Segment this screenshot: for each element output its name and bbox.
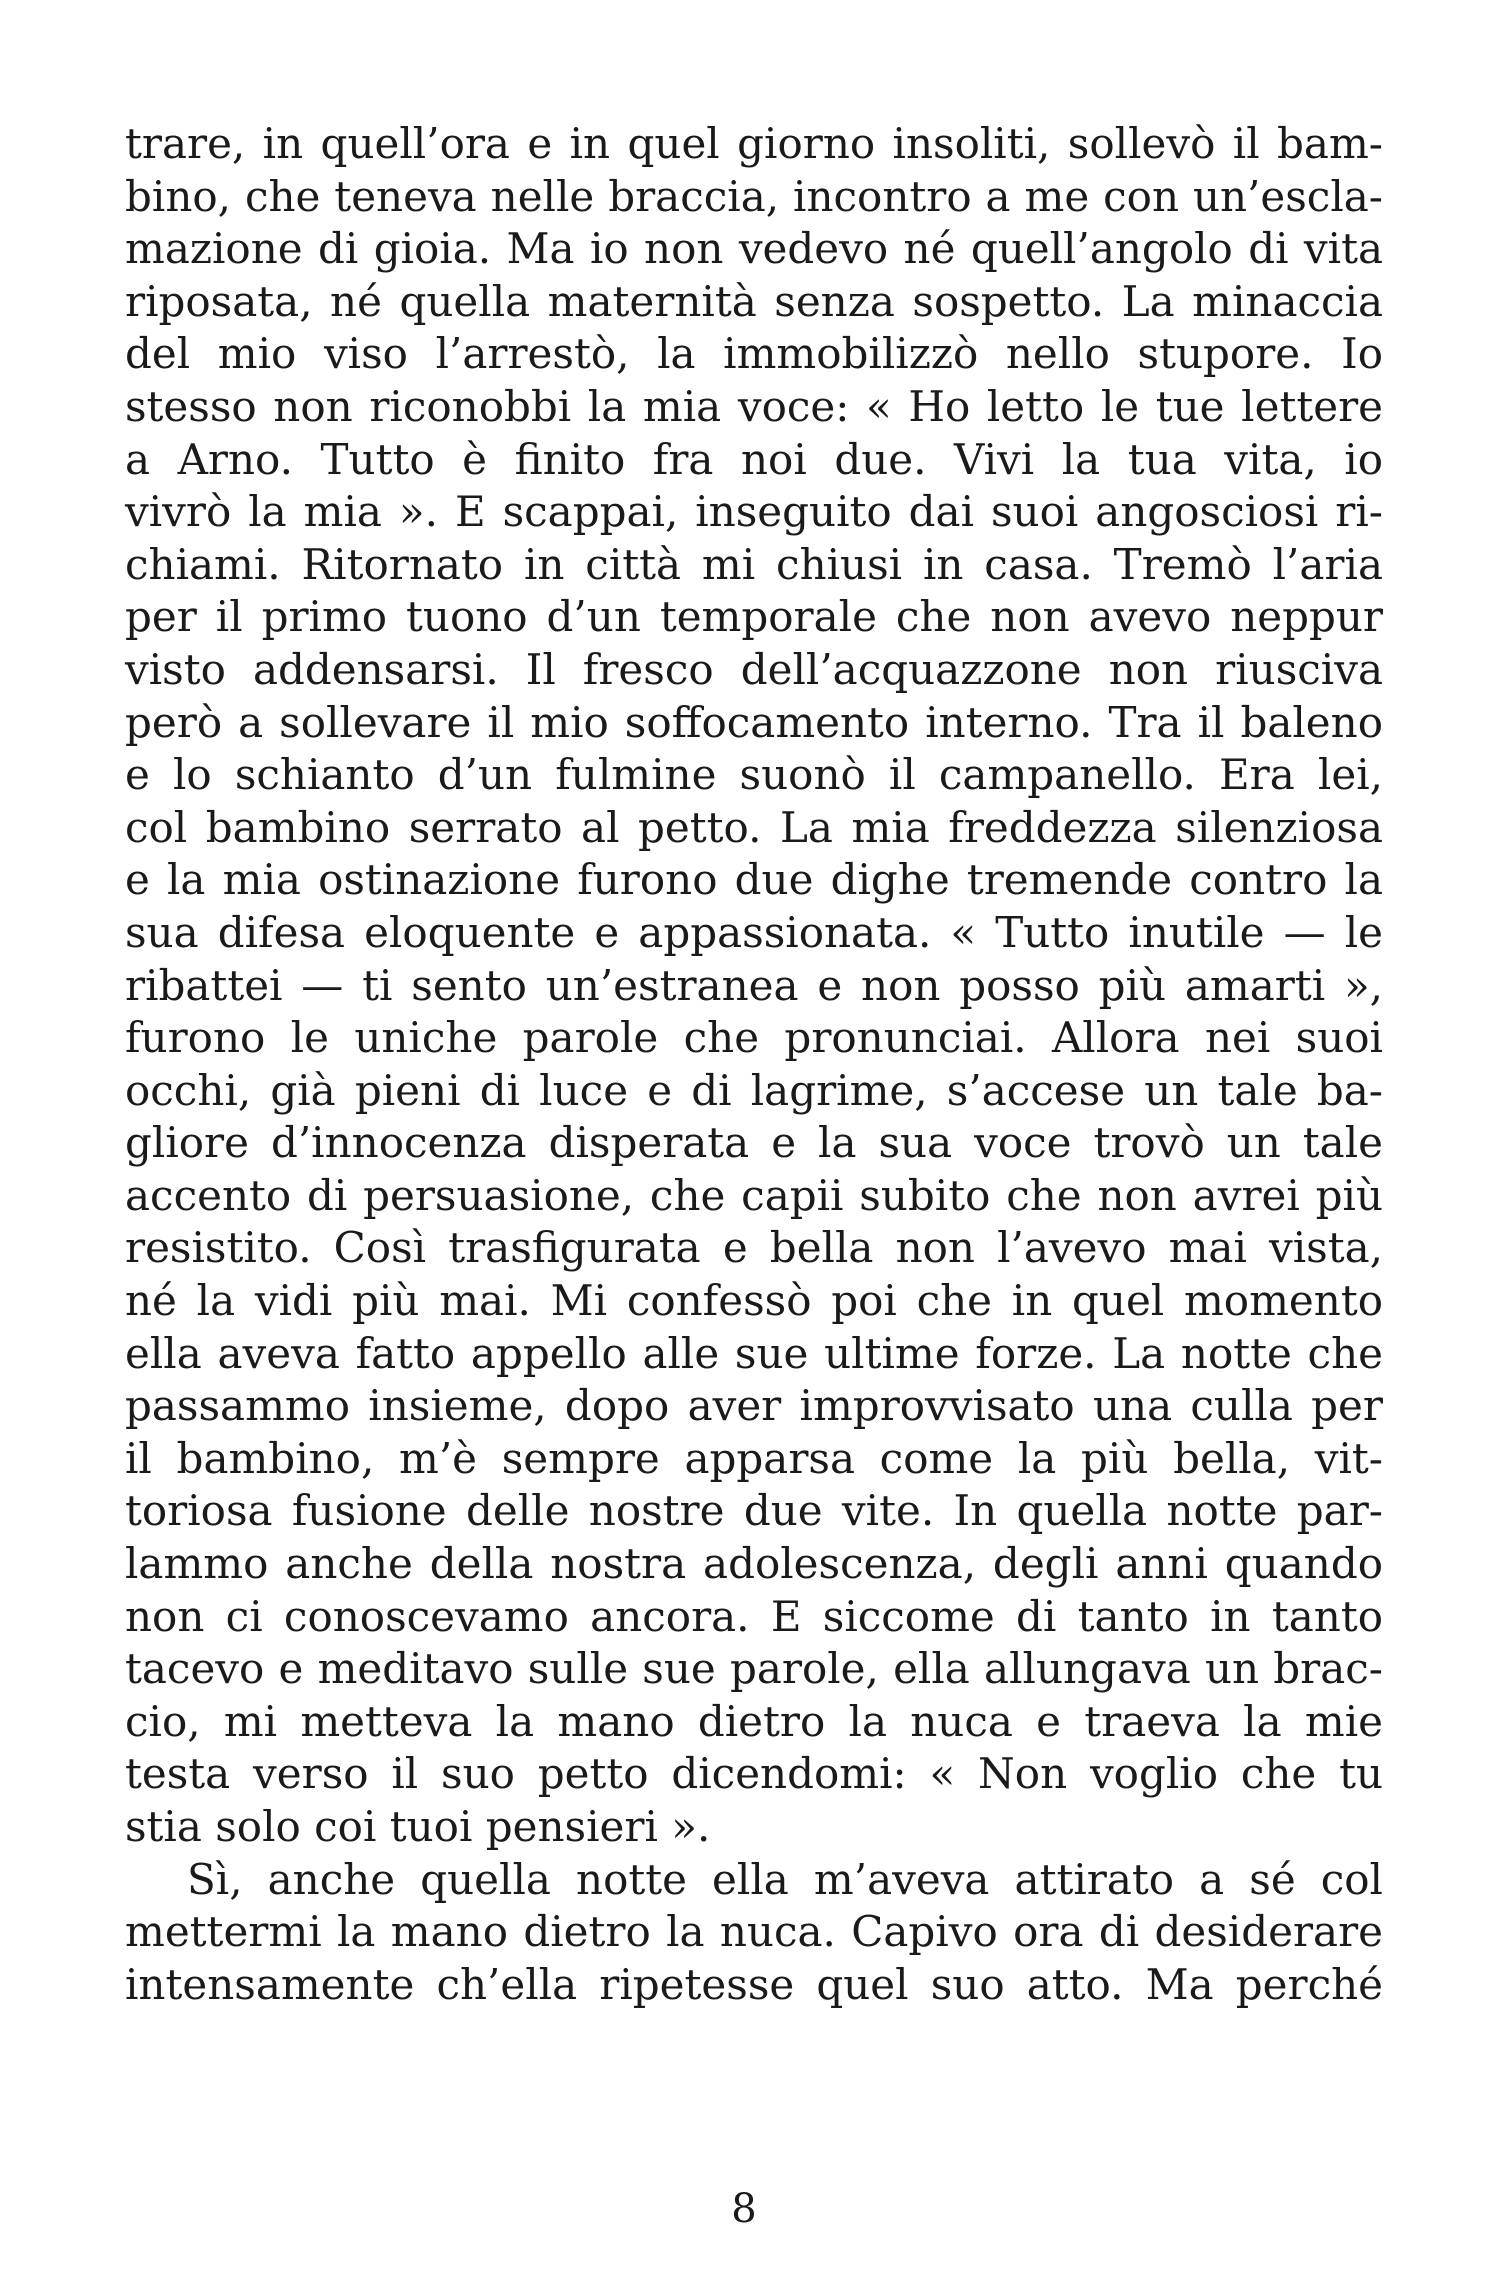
text-line: cio, mi metteva la mano dietro la nuca e traeva la mie	[125, 1696, 1383, 1746]
text-line: però a sollevare il mio soffocamento interno. Tra il baleno	[125, 697, 1383, 747]
text-line: mettermi la mano dietro la nuca. Capivo ora di desiderare	[125, 1907, 1383, 1957]
text-line: passammo insieme, dopo aver improvvisato una culla per	[125, 1381, 1383, 1431]
text-line: riposata, né quella maternità senza sospetto. La minaccia	[125, 276, 1383, 326]
text-line: gliore d’innocenza disperata e la sua voce trovò un tale	[125, 1118, 1383, 1168]
text-line: visto addensarsi. Il fresco dell’acquazzone non riusciva	[125, 644, 1383, 694]
text-line: chiami. Ritornato in città mi chiusi in casa. Tremò l’aria	[125, 539, 1383, 589]
text-line: mazione di gioia. Ma io non vedevo né quell’angolo di vita	[125, 224, 1383, 274]
text-line: furono le uniche parole che pronunciai. Allora nei suoi	[125, 1013, 1383, 1063]
text-line: occhi, già pieni di luce e di lagrime, s’accese un tale ba-	[125, 1065, 1383, 1115]
page-number: 8	[731, 2186, 757, 2232]
text-line: e la mia ostinazione furono due dighe tremende contro la	[125, 855, 1383, 905]
text-line: accento di persuasione, che capii subito che non avrei più	[125, 1170, 1383, 1220]
text-line: non ci conoscevamo ancora. E siccome di tanto in tanto	[125, 1591, 1383, 1641]
text-line: lammo anche della nostra adolescenza, degli anni quando	[125, 1539, 1383, 1589]
text-line: e lo schianto d’un fulmine suonò il campanello. Era lei,	[125, 750, 1383, 800]
text-line: toriosa fusione delle nostre due vite. In quella notte par-	[125, 1486, 1383, 1536]
text-line: trare, in quell’ora e in quel giorno insoliti, sollevò il bam-	[125, 119, 1383, 168]
text-line: ella aveva fatto appello alle sue ultime forze. La notte che	[125, 1328, 1383, 1378]
paragraph-end-line: stia solo coi tuoi pensieri ».	[125, 1802, 711, 1851]
text-line: bino, che teneva nelle braccia, incontro a me con un’escla-	[125, 171, 1383, 221]
text-line: per il primo tuono d’un temporale che non avevo neppur	[125, 592, 1383, 642]
paragraph-start-line: Sì, anche quella notte ella m’aveva attirato a sé col	[187, 1854, 1383, 1904]
text-line: del mio viso l’arrestò, la immobilizzò nello stupore. Io	[125, 329, 1383, 379]
text-line: ribattei — ti sento un’estranea e non posso più amarti »,	[125, 960, 1383, 1010]
text-line: tacevo e meditavo sulle sue parole, ella allungava un brac-	[125, 1644, 1383, 1694]
text-line: sua difesa eloquente e appassionata. « Tutto inutile — le	[125, 907, 1383, 957]
body-text	[125, 118, 1383, 2011]
text-line: stesso non riconobbi la mia voce: « Ho letto le tue lettere	[125, 381, 1383, 431]
text-line: col bambino serrato al petto. La mia freddezza silenziosa	[125, 802, 1383, 852]
text-line: il bambino, m’è sempre apparsa come la più bella, vit-	[125, 1433, 1383, 1483]
text-line: vivrò la mia ». E scappai, inseguito dai suoi angosciosi ri-	[125, 487, 1383, 537]
text-line: né la vidi più mai. Mi confessò poi che in quel momento	[125, 1276, 1383, 1326]
text-line: resistito. Così trasfigurata e bella non l’avevo mai vista,	[125, 1223, 1383, 1273]
text-line: testa verso il suo petto dicendomi: « Non voglio che tu	[125, 1749, 1383, 1799]
text-line: intensamente ch’ella ripetesse quel suo atto. Ma perché	[125, 1959, 1383, 2009]
text-line: a Arno. Tutto è finito fra noi due. Vivi la tua vita, io	[125, 434, 1383, 484]
